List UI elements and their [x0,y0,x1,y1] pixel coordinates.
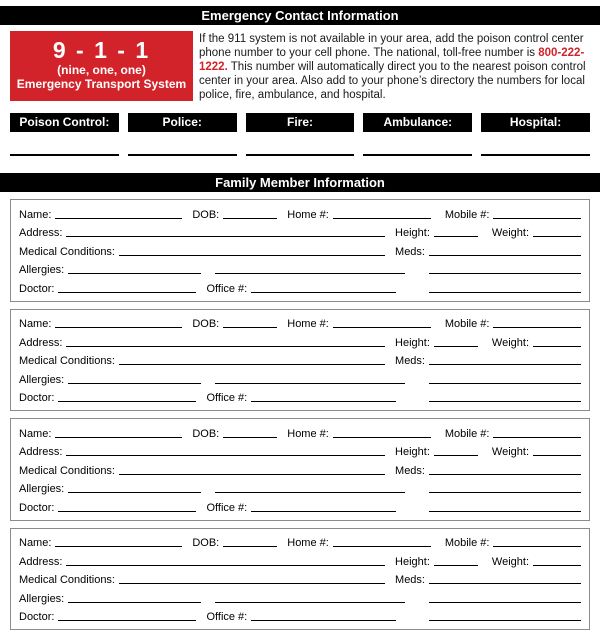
member-row-name [19,423,581,442]
instructions-text [199,31,590,102]
home-phone-label: Home #: [287,318,329,332]
member-row-name [19,533,581,552]
meds-extra-field-1[interactable] [429,263,581,274]
name-label: Name: [19,428,51,442]
meds-label: Meds: [395,355,425,369]
member-row-address [19,223,581,242]
member-row-doctor [19,497,581,516]
meds-field[interactable] [429,245,581,256]
address-field[interactable] [66,226,385,237]
family-member-card [10,528,590,630]
family-member-card [10,199,590,302]
weight-label: Weight: [492,337,529,351]
member-row-allergies [19,369,581,388]
meds-field[interactable] [429,354,581,365]
member-row-medical [19,351,581,370]
meds-extra-field-2[interactable] [429,282,581,293]
office-phone-label: Office #: [206,611,247,625]
home-phone-field[interactable] [333,208,431,219]
mobile-phone-label: Mobile #: [445,428,490,442]
member-row-name [19,314,581,333]
height-field[interactable] [434,445,478,456]
meds-label: Meds: [395,574,425,588]
weight-field[interactable] [533,445,581,456]
name-field[interactable] [55,208,182,219]
mobile-phone-field[interactable] [493,536,581,547]
dob-field[interactable] [223,317,277,328]
contact-label-ambulance: Ambulance: [363,113,472,132]
member-row-allergies [19,260,581,279]
hospital-blank-field[interactable] [481,154,590,156]
dob-label: DOB: [192,209,219,223]
section-title-emergency-contact: Emergency Contact Information [201,8,398,23]
doctor-label: Doctor: [19,392,54,406]
member-row-allergies [19,588,581,607]
office-phone-field[interactable] [251,501,396,512]
office-phone-label: Office #: [206,283,247,297]
doctor-label: Doctor: [19,502,54,516]
dob-field[interactable] [223,208,277,219]
name-field[interactable] [55,317,182,328]
member-row-doctor [19,607,581,626]
member-row-allergies [19,479,581,498]
medical-conditions-label: Medical Conditions: [19,465,115,479]
allergies-extra-field[interactable] [215,263,405,274]
family-member-card [10,418,590,521]
doctor-field[interactable] [58,282,196,293]
address-field[interactable] [66,555,385,566]
member-row-medical [19,460,581,479]
member-row-name [19,204,581,223]
weight-field[interactable] [533,336,581,347]
meds-extra-field-1[interactable] [429,482,581,493]
medical-conditions-field[interactable] [119,464,385,475]
family-members-list [10,199,590,630]
police-blank-field[interactable] [128,154,237,156]
allergies-label: Allergies: [19,593,64,607]
contact-label-fire: Fire: [246,113,355,132]
meds-label: Meds: [395,246,425,260]
section-header-family-member [0,173,600,192]
home-phone-field[interactable] [333,427,431,438]
member-row-doctor [19,388,581,407]
911-number: 9 - 1 - 1 [10,38,193,62]
home-phone-label: Home #: [287,428,329,442]
emergency-contacts-labels [10,113,590,132]
doctor-field[interactable] [58,501,196,512]
weight-field[interactable] [533,226,581,237]
weight-field[interactable] [533,555,581,566]
contact-label-hospital: Hospital: [481,113,590,132]
medical-conditions-label: Medical Conditions: [19,355,115,369]
member-row-address [19,442,581,461]
allergies-label: Allergies: [19,483,64,497]
dob-label: DOB: [192,428,219,442]
mobile-phone-field[interactable] [493,427,581,438]
intro-section [10,31,590,102]
dob-field[interactable] [223,427,277,438]
allergies-field[interactable] [68,592,201,603]
office-phone-label: Office #: [206,392,247,406]
meds-extra-field-2[interactable] [429,610,581,621]
address-field[interactable] [66,445,385,456]
height-label: Height: [395,556,430,570]
dob-label: DOB: [192,318,219,332]
dob-label: DOB: [192,537,219,551]
poison-control-blank-field[interactable] [10,154,119,156]
name-field[interactable] [55,427,182,438]
height-label: Height: [395,227,430,241]
emergency-contacts-blanks [10,154,590,156]
medical-conditions-label: Medical Conditions: [19,246,115,260]
name-label: Name: [19,209,51,223]
911-pronunciation: (nine, one, one) [10,63,193,77]
home-phone-label: Home #: [287,209,329,223]
member-row-address [19,332,581,351]
allergies-field[interactable] [68,263,201,274]
home-phone-label: Home #: [287,537,329,551]
medical-conditions-field[interactable] [119,573,385,584]
meds-extra-field-1[interactable] [429,592,581,603]
dob-field[interactable] [223,536,277,547]
member-row-medical [19,570,581,589]
address-label: Address: [19,556,62,570]
allergies-label: Allergies: [19,264,64,278]
mobile-phone-label: Mobile #: [445,537,490,551]
contact-label-police: Police: [128,113,237,132]
911-system-label: Emergency Transport System [10,77,193,91]
name-label: Name: [19,318,51,332]
name-field[interactable] [55,536,182,547]
doctor-label: Doctor: [19,283,54,297]
office-phone-label: Office #: [206,502,247,516]
office-phone-field[interactable] [251,610,396,621]
meds-field[interactable] [429,464,581,475]
section-header-emergency-contact [0,6,600,25]
mobile-phone-field[interactable] [493,317,581,328]
address-label: Address: [19,337,62,351]
weight-label: Weight: [492,446,529,460]
instructions-after-phone: This number will automatically direct you to the nearest poison control center in your area. Also add to your phone’s directory the numbers for local police, fire, ambulance, and hospital. [199,61,586,101]
poison-control-phone-number: 800-222-1222. [199,47,584,73]
allergies-extra-field[interactable] [215,592,405,603]
height-field[interactable] [434,226,478,237]
height-field[interactable] [434,555,478,566]
mobile-phone-label: Mobile #: [445,209,490,223]
address-label: Address: [19,227,62,241]
home-phone-field[interactable] [333,536,431,547]
home-phone-field[interactable] [333,317,431,328]
height-label: Height: [395,337,430,351]
member-row-doctor [19,278,581,297]
meds-extra-field-2[interactable] [429,391,581,402]
ambulance-blank-field[interactable] [363,154,472,156]
contact-label-poison-control: Poison Control: [10,113,119,132]
fire-blank-field[interactable] [246,154,355,156]
office-phone-field[interactable] [251,391,396,402]
family-member-card [10,309,590,412]
address-label: Address: [19,446,62,460]
meds-extra-field-2[interactable] [429,501,581,512]
allergies-field[interactable] [68,373,201,384]
meds-extra-field-1[interactable] [429,373,581,384]
address-field[interactable] [66,336,385,347]
mobile-phone-label: Mobile #: [445,318,490,332]
meds-field[interactable] [429,573,581,584]
member-row-medical [19,241,581,260]
doctor-label: Doctor: [19,611,54,625]
height-field[interactable] [434,336,478,347]
weight-label: Weight: [492,227,529,241]
instructions-before-phone: If the 911 system is not available in your area, add the poison control center phone number to your cell phone. The national, toll-free number is [199,33,584,59]
name-label: Name: [19,537,51,551]
meds-label: Meds: [395,465,425,479]
911-badge [10,31,193,101]
doctor-field[interactable] [58,391,196,402]
mobile-phone-field[interactable] [493,208,581,219]
medical-conditions-field[interactable] [119,354,385,365]
section-title-family-member: Family Member Information [215,175,385,190]
weight-label: Weight: [492,556,529,570]
medical-conditions-field[interactable] [119,245,385,256]
member-row-address [19,551,581,570]
doctor-field[interactable] [58,610,196,621]
office-phone-field[interactable] [251,282,396,293]
medical-conditions-label: Medical Conditions: [19,574,115,588]
height-label: Height: [395,446,430,460]
allergies-field[interactable] [68,482,201,493]
allergies-extra-field[interactable] [215,373,405,384]
allergies-extra-field[interactable] [215,482,405,493]
allergies-label: Allergies: [19,374,64,388]
